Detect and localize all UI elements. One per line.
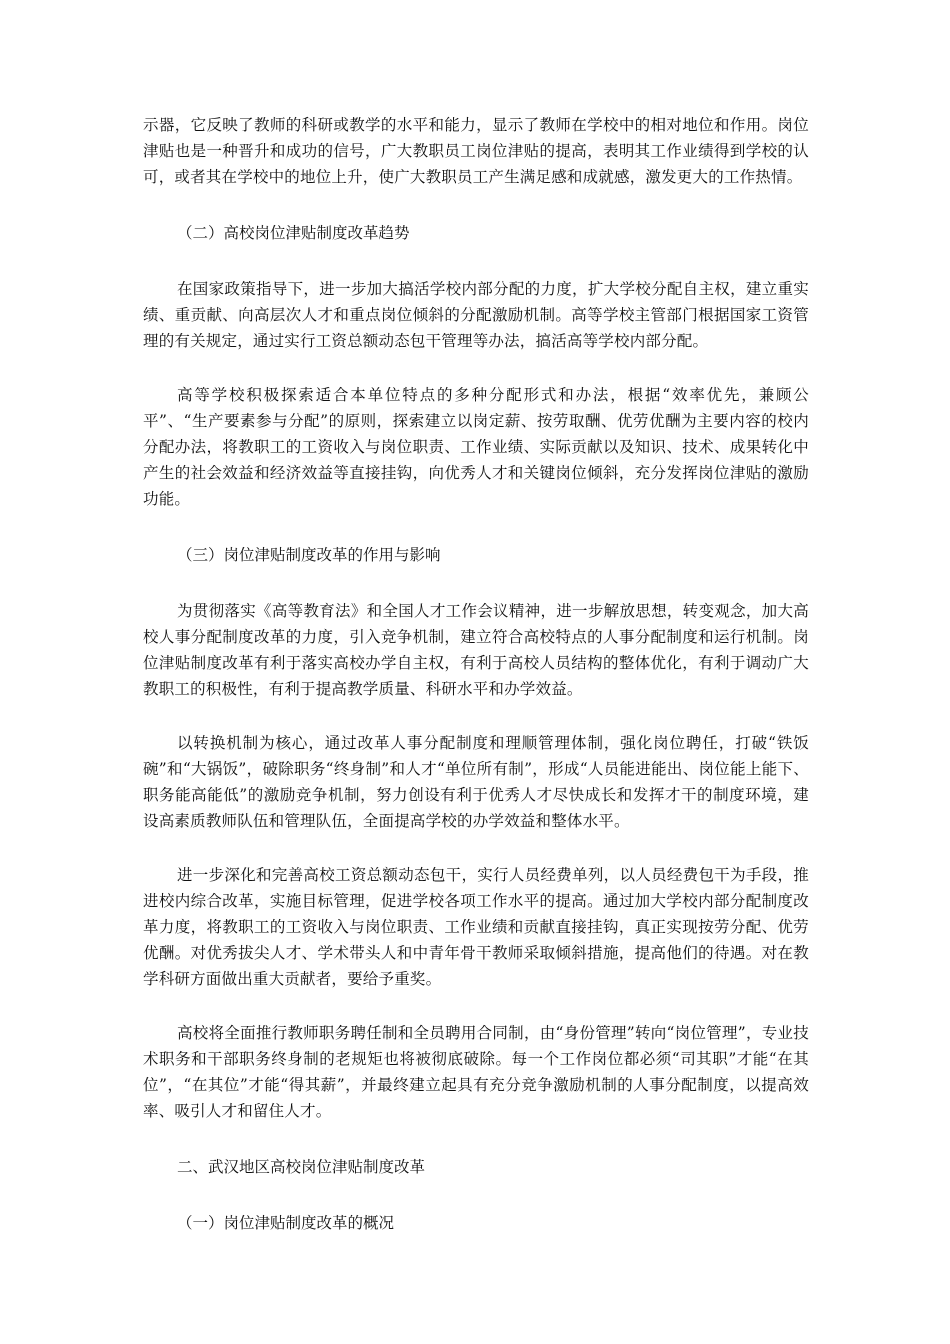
- section-heading-overview: （一）岗位津贴制度改革的概况: [177, 1214, 395, 1232]
- paragraph-higher-education-law: 为贯彻落实《高等教育法》和全国人才工作会议精神，进一步解放思想，转变观念，加大高校人事分配制度改革的力度，引入竞争机制，建立符合高校特点的人事分配制度和运行机制。岗位津贴制度改革有利于落实高校办学自主权，有利于高校人员结构的整体优化，有利于调动广大教职工的积极性，有利于提高教学质量、科研水平和办学效益。: [143, 602, 809, 698]
- part-heading-wuhan: 二、武汉地区高校岗位津贴制度改革: [177, 1158, 426, 1176]
- paragraph-appointment-system: 高校将全面推行教师职务聘任制和全员聘用合同制，由“身份管理”转向“岗位管理”，专业技术职务和干部职务终身制的老规矩也将被彻底破除。每一个工作岗位都必须“司其职”才能“在其位”，“在其位”才能“得其薪”，并最终建立起具有充分竞争激励机制的人事分配制度，以提高效率、吸引人才和留住人才。: [143, 1024, 809, 1120]
- paragraph-policy-guidance: 在国家政策指导下，进一步加大搞活学校内部分配的力度，扩大学校分配自主权，建立重实绩、重贡献、向高层次人才和重点岗位倾斜的分配激励机制。高等学校主管部门根据国家工资管理的有关规定，通过实行工资总额动态包干管理等办法，搞活高等学校内部分配。: [143, 280, 809, 350]
- paragraph-continued: 示器，它反映了教师的科研或教学的水平和能力，显示了教师在学校中的相对地位和作用。岗位津贴也是一种晋升和成功的信号，广大教职员工岗位津贴的提高，表明其工作业绩得到学校的认可，或者其在学校中的地位上升，使广大教职员工产生满足感和成就感，激发更大的工作热情。: [143, 116, 809, 186]
- document-page: [143, 112, 809, 1236]
- section-heading-effects: （三）岗位津贴制度改革的作用与影响: [177, 546, 441, 564]
- paragraph-mechanism-reform: 以转换机制为核心，通过改革人事分配制度和理顺管理体制，强化岗位聘任，打破“铁饭碗”和“大锅饭”，破除职务“终身制”和人才“单位所有制”，形成“人员能进能出、岗位能上能下、职务能高能低”的激励竞争机制，努力创设有利于优秀人才尽快成长和发挥才干的制度环境，建设高素质教师队伍和管理队伍，全面提高学校的办学效益和整体水平。: [143, 734, 809, 830]
- paragraph-distribution-forms: 高等学校积极探索适合本单位特点的多种分配形式和办法，根据“效率优先，兼顾公平”、“生产要素参与分配”的原则，探索建立以岗定薪、按劳取酬、优劳优酬为主要内容的校内分配办法，将教职工的工资收入与岗位职责、工作业绩、实际贡献以及知识、技术、成果转化中产生的社会效益和经济效益等直接挂钩，向优秀人才和关键岗位倾斜，充分发挥岗位津贴的激励功能。: [143, 386, 809, 508]
- paragraph-wage-budget: 进一步深化和完善高校工资总额动态包干，实行人员经费单列，以人员经费包干为手段，推进校内综合改革，实施目标管理，促进学校各项工作水平的提高。通过加大学校内部分配制度改革力度，将教职工的工资收入与岗位职责、工作业绩和贡献直接挂钩，真正实现按劳分配、优劳优酬。对优秀拔尖人才、学术带头人和中青年骨干教师采取倾斜措施，提高他们的待遇。对在教学科研方面做出重大贡献者，要给予重奖。: [143, 866, 809, 988]
- section-heading-trend: （二）高校岗位津贴制度改革趋势: [177, 224, 410, 242]
